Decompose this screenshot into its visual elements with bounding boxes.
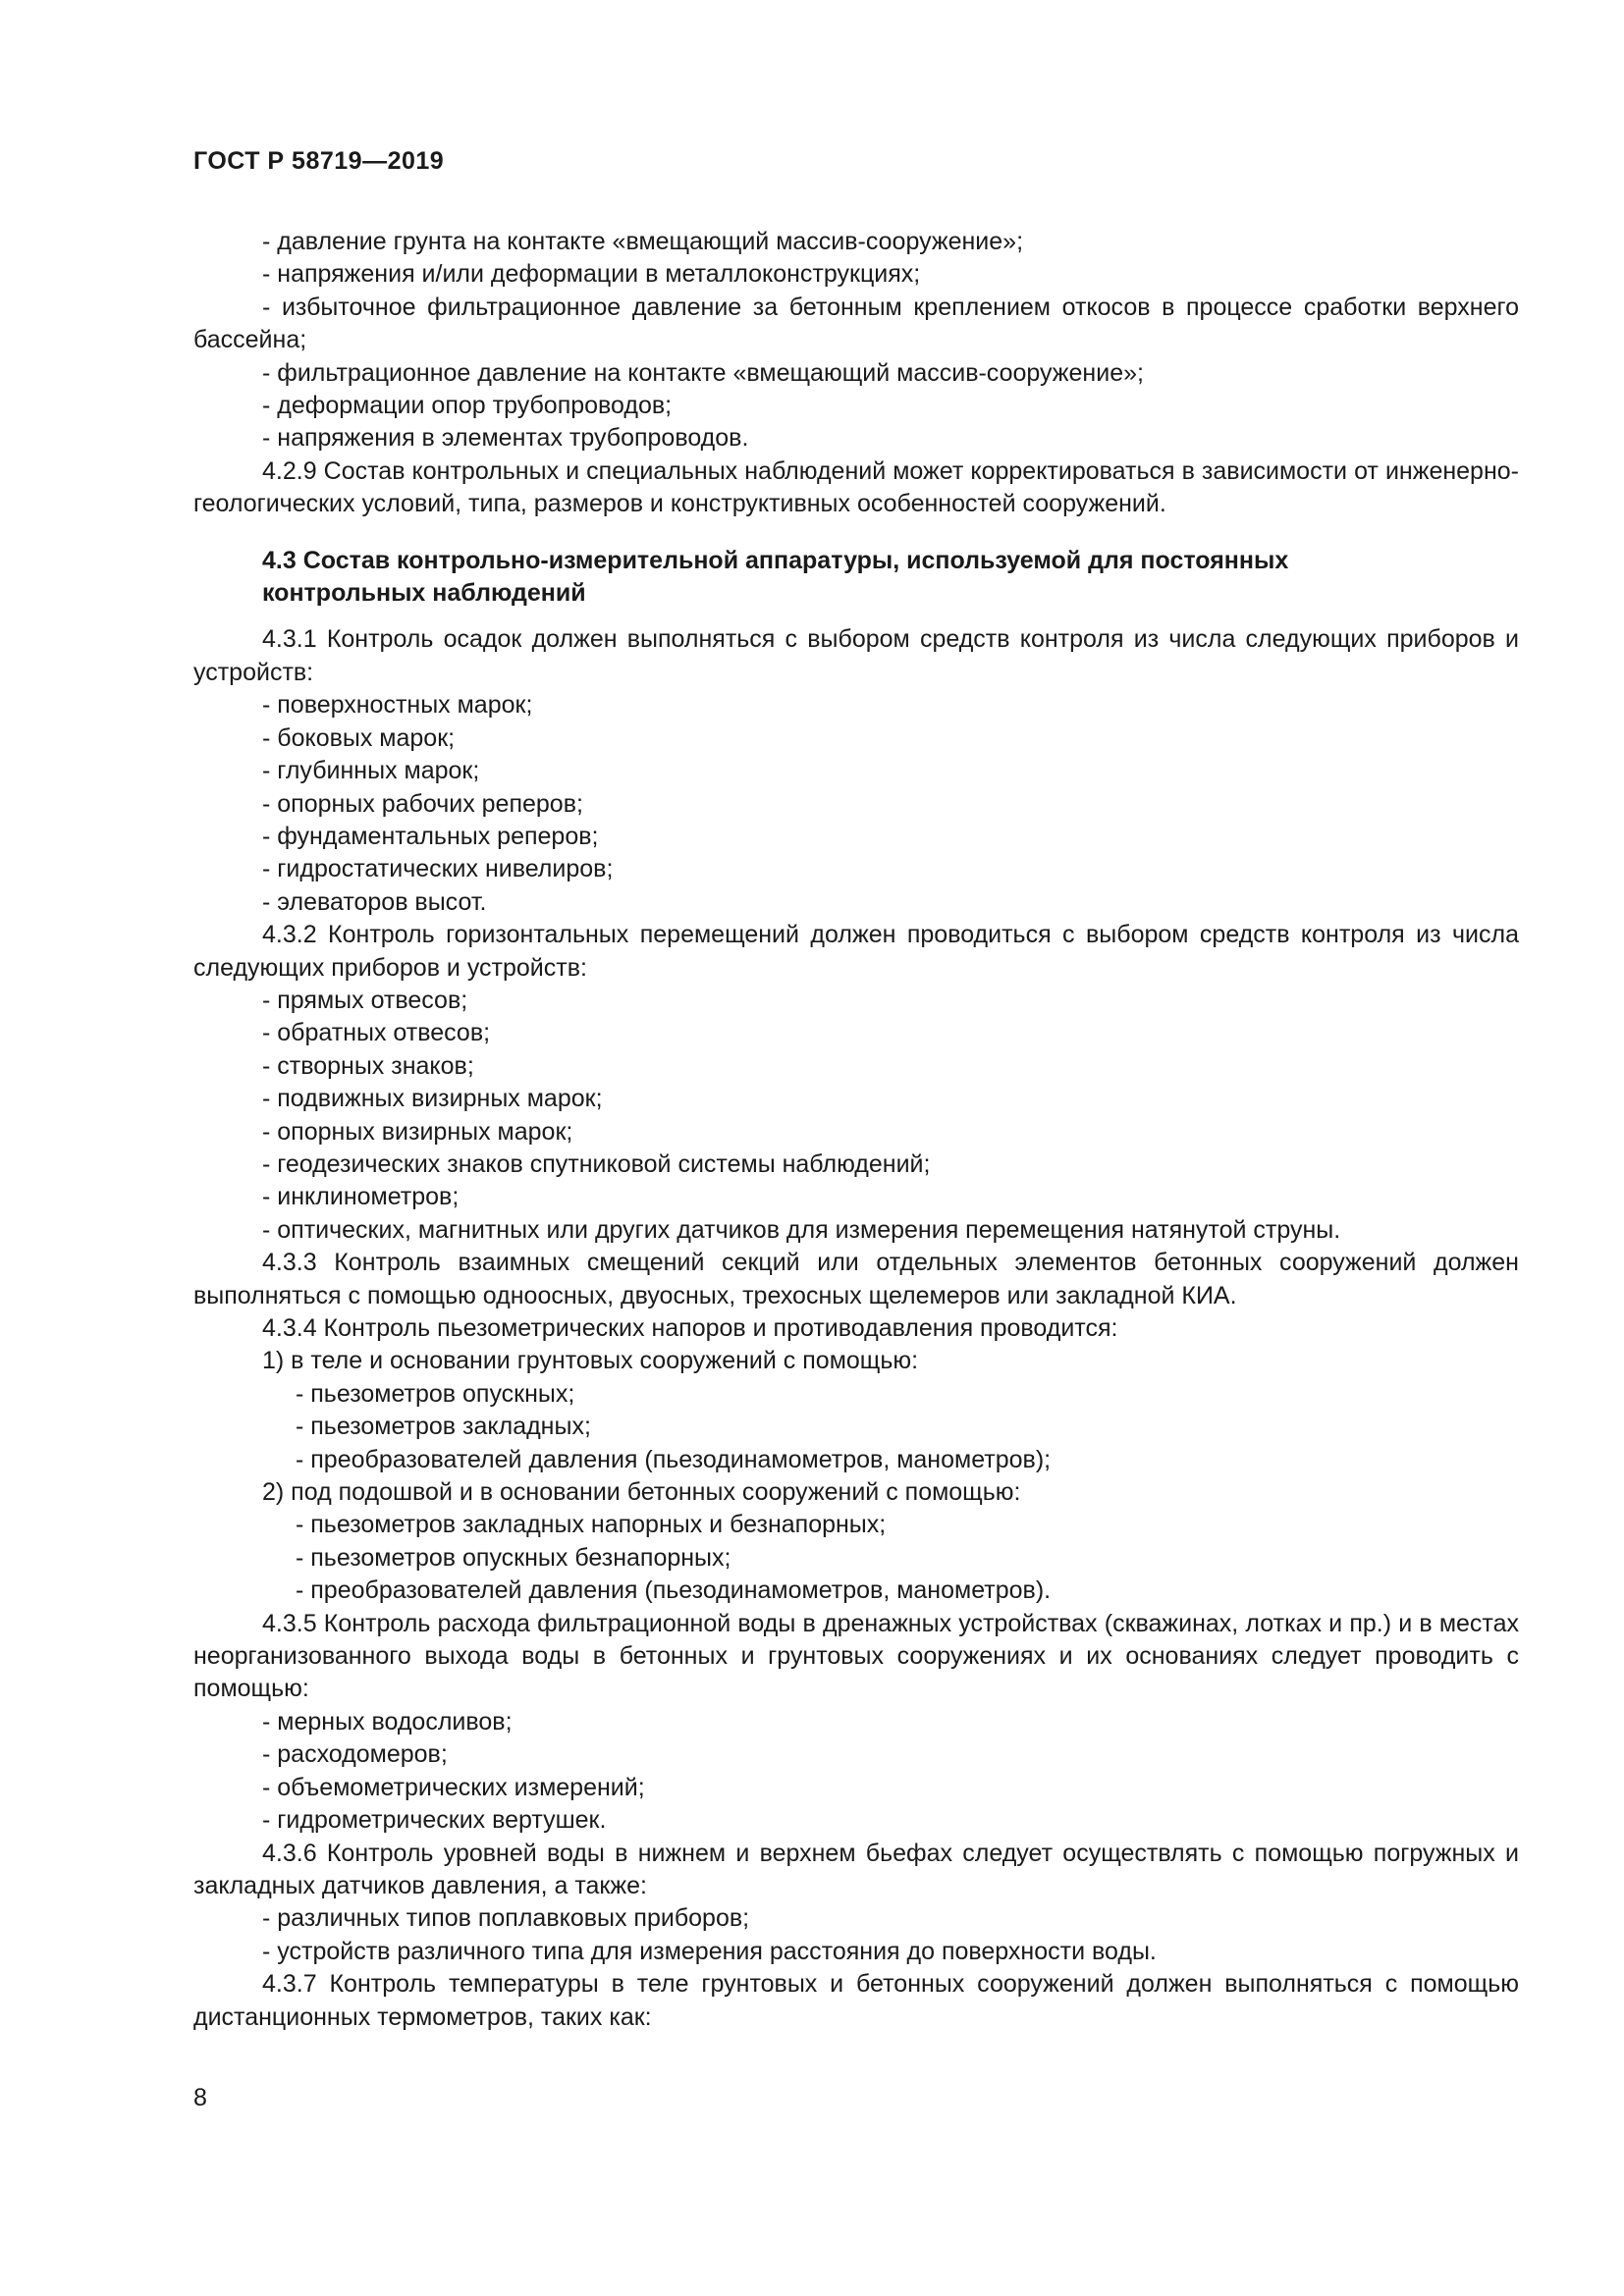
- paragraph-4-3-7: 4.3.7 Контроль температуры в теле грунтовых и бетонных сооружений должен выполняться с помощью дистанционных термометров, таких как:: [193, 1970, 1519, 2031]
- list-item: - боковых марок;: [262, 723, 456, 752]
- list-item: - расходомеров;: [262, 1740, 448, 1769]
- numbered-item: 1) в теле и основании грунтовых сооружений с помощью:: [262, 1347, 919, 1375]
- list-item: - фильтрационное давление на контакте «вмещающий массив-сооружение»;: [262, 358, 1144, 387]
- list-item: - пьезометров опускных;: [296, 1379, 575, 1408]
- list-item: - опорных рабочих реперов;: [262, 789, 583, 818]
- numbered-item: 2) под подошвой и в основании бетонных сооружений с помощью:: [262, 1478, 1021, 1507]
- paragraph-4-3-3: 4.3.3 Контроль взаимных смещений секций или отдельных элементов бетонных сооружений должен выполняться с помощью одноосных, двуосных, трехосных щелемеров или закладной КИА.: [193, 1249, 1519, 1309]
- section-heading-4-3: 4.3 Состав контрольно-измерительной аппаратуры, используемой для постоянных контрольных наблюдений: [262, 546, 1289, 608]
- list-item: - избыточное фильтрационное давление за бетонным креплением откосов в процессе сработки верхнего бассейна;: [193, 293, 1519, 354]
- list-item: - давление грунта на контакте «вмещающий массив-сооружение»;: [262, 228, 1024, 255]
- list-item: - деформации опор трубопроводов;: [262, 392, 673, 420]
- list-item: - инклинометров;: [262, 1183, 460, 1211]
- paragraph-4-3-4: 4.3.4 Контроль пьезометрических напоров и противодавления проводится:: [262, 1314, 1118, 1342]
- paragraph-4-3-2: 4.3.2 Контроль горизонтальных перемещений должен проводиться с выбором средств контроля из числа следующих приборов и устройств:: [193, 921, 1519, 982]
- list-item: - преобразователей давления (пьезодинамометров, манометров).: [296, 1576, 1052, 1605]
- list-item: - элеваторов высот.: [262, 887, 487, 916]
- list-item: - напряжения и/или деформации в металлоконструкциях;: [262, 260, 921, 289]
- paragraph-4-3-6: 4.3.6 Контроль уровней воды в нижнем и верхнем бьефах следует осуществлять с помощью погружных и закладных датчиков давления, а также:: [193, 1839, 1519, 1899]
- list-item: - мерных водосливов;: [262, 1707, 513, 1735]
- list-item: - фундаментальных реперов;: [262, 822, 599, 850]
- list-item: - створных знаков;: [262, 1051, 474, 1080]
- list-item: - различных типов поплавковых приборов;: [262, 1904, 750, 1933]
- list-item: - обратных отвесов;: [262, 1019, 491, 1047]
- list-item: - устройств различного типа для измерения расстояния до поверхности воды.: [262, 1937, 1157, 1965]
- list-item: - объемометрических измерений;: [262, 1773, 645, 1801]
- list-item: - пьезометров закладных;: [296, 1413, 591, 1441]
- page-number: 8: [193, 2084, 207, 2111]
- document-body: [193, 226, 1519, 2034]
- list-item: - преобразователей давления (пьезодинамометров, манометров);: [296, 1445, 1052, 1473]
- document-header: ГОСТ Р 58719—2019: [193, 147, 445, 175]
- paragraph-4-3-5: 4.3.5 Контроль расхода фильтрационной воды в дренажных устройствах (скважинах, лотках и пр.) и в местах неорганизованного выхода воды в бетонных и грунтовых сооружениях и их основаниях следует проводить с помощью:: [193, 1609, 1519, 1703]
- paragraph-4-2-9: 4.2.9 Состав контрольных и специальных наблюдений может корректироваться в зависимости от инженерно-геологических условий, типа, размеров и конструктивных особенностей сооружений.: [193, 456, 1519, 518]
- list-item: - пьезометров опускных безнапорных;: [296, 1543, 731, 1572]
- list-item: - опорных визирных марок;: [262, 1117, 573, 1146]
- list-item: - гидрометрических вертушек.: [262, 1806, 607, 1835]
- list-item: - напряжения в элементах трубопроводов.: [262, 424, 749, 453]
- list-item: - геодезических знаков спутниковой системы наблюдений;: [262, 1149, 931, 1178]
- list-item: - пьезометров закладных напорных и безнапорных;: [296, 1511, 887, 1539]
- list-item: - поверхностных марок;: [262, 691, 533, 720]
- list-item: - прямых отвесов;: [262, 986, 468, 1014]
- list-item: - подвижных визирных марок;: [262, 1085, 603, 1113]
- list-item: - глубинных марок;: [262, 757, 480, 785]
- list-item: - оптических, магнитных или других датчиков для измерения перемещения натянутой струны.: [262, 1215, 1341, 1244]
- list-item: - гидростатических нивелиров;: [262, 855, 614, 883]
- paragraph-4-3-1: 4.3.1 Контроль осадок должен выполняться с выбором средств контроля из числа следующих приборов и устройств:: [193, 625, 1519, 686]
